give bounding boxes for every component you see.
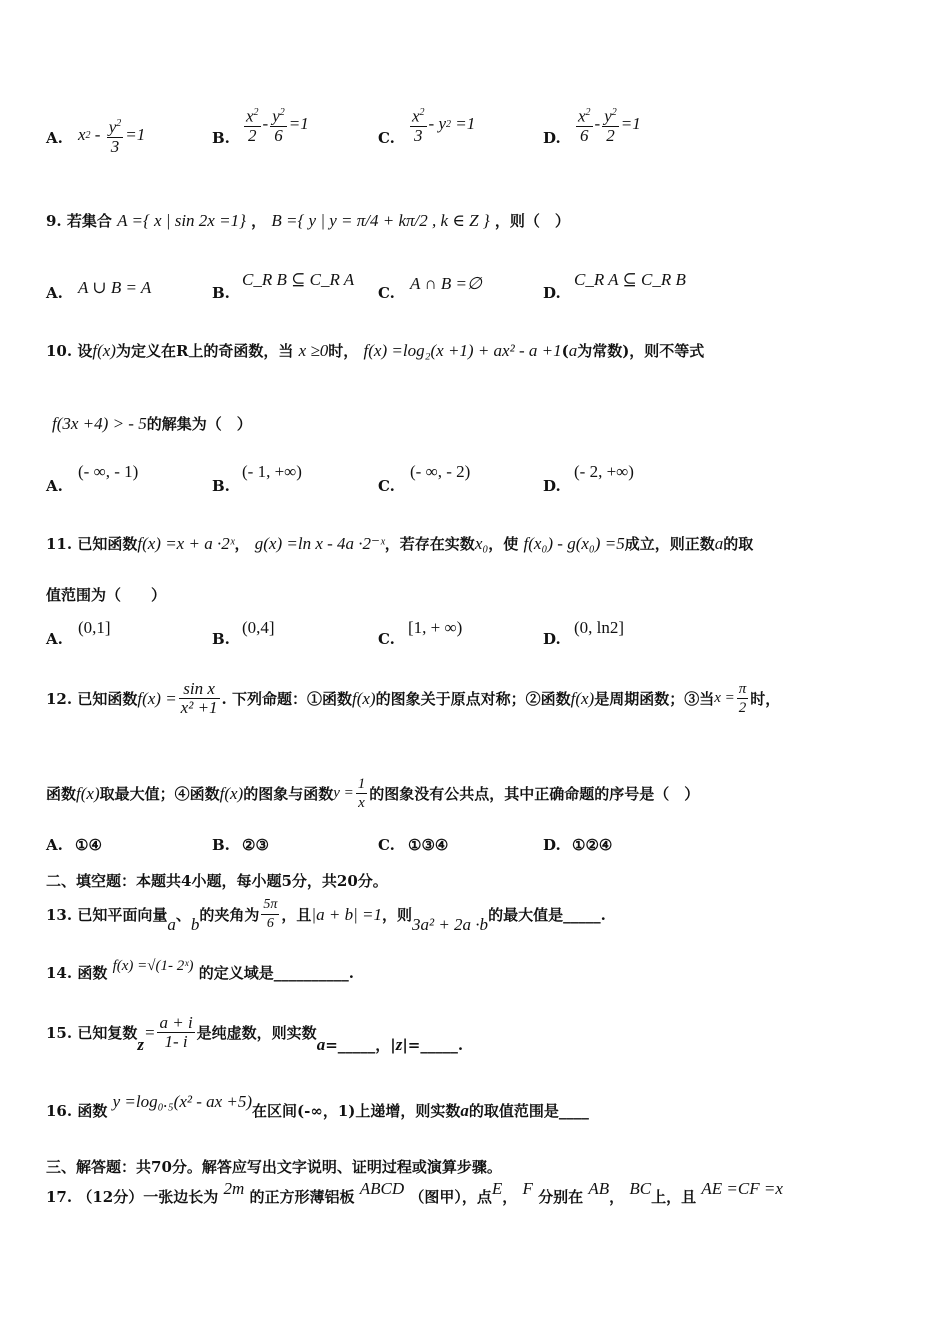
- option-label: C.: [378, 630, 395, 648]
- option-label: B.: [212, 129, 230, 147]
- option-math: [1, + ∞): [408, 618, 463, 637]
- option-math: (0, ln2]: [574, 618, 625, 637]
- option-label: B.: [212, 284, 230, 302]
- option-label: D.: [543, 129, 561, 147]
- question-11: 11. 已知函数f(x) =x + a ·2ˣ， g(x) =ln x - 4a ·2⁻ˣ，若存在实数x₀，使 f(x₀) - g(x₀) =5成立，则正数a的取: [46, 534, 754, 553]
- question-11-cont: 值范围为（ ）: [46, 586, 167, 604]
- option-label: D.: [543, 836, 561, 854]
- option-label: D.: [543, 630, 561, 648]
- fraction: $\frac{\text{sin x}}{\text{x² +1}}$: [180, 679, 218, 717]
- fraction: $\frac{1}{x}$: [357, 776, 366, 811]
- option-math: C_R B ⊆ C_R A: [242, 270, 355, 289]
- question-13: 13. 已知平面向量 a 、 b 的夹角为 $\frac{5\pi}{6}$ ，且 |a + b| =1 ，则 3a² + 2a ·b 的最大值是_____.: [46, 897, 606, 934]
- question-10-cont: f(3x +4) > - 5的解集为（ ）: [52, 414, 252, 433]
- option-math: (- 2, +∞): [574, 462, 634, 481]
- option-math: (0,1]: [78, 618, 111, 637]
- question-9: 9. 若集合 A ={ x | sin 2x =1} ， B ={ y | y = π/4 + kπ/2 , k ∈ Z } ，则（ ）: [46, 211, 570, 230]
- section-heading-fill-in: 二、填空题：本题共4小题，每小题5分，共20分。: [46, 872, 388, 890]
- option-label: A.: [46, 630, 63, 648]
- question-14: 14. 函数 f(x) =√(1- 2ˣ) 的定义域是__________.: [46, 958, 354, 982]
- option-label: A.: [46, 836, 63, 854]
- option-label: C.: [378, 284, 395, 302]
- option-label: C.: [378, 129, 395, 147]
- question-12: 12. 已知函数 f(x) = $\frac{\text{sin x}}{\text{x² +1}}$ . 下列命题：①函数 f(x) 的图象关于原点对称；②函数 f(x) 是周期函数；③当 x = $\frac{\pi}{2}$ 时，: [46, 679, 781, 717]
- question-12-cont: 函数 f(x) 取最大值；④函数 f(x) 的图象与函数 y = $\frac{1}{x}$ 的图象没有公共点，其中正确命题的序号是（ ）: [46, 776, 700, 811]
- option-math: (- ∞, - 1): [78, 462, 139, 481]
- option-math: $\frac{x^2}{6}$ - $\frac{y^2}{2}$ =1: [574, 104, 641, 145]
- option-label: A.: [46, 477, 63, 495]
- option-label: A.: [46, 129, 63, 147]
- option-label: B.: [212, 477, 230, 495]
- option-text: ①④: [75, 836, 102, 854]
- option-label: C.: [378, 477, 395, 495]
- option-text: ①②④: [572, 836, 613, 854]
- option-label: C.: [378, 836, 395, 854]
- option-label: B.: [212, 630, 230, 648]
- option-math: (- ∞, - 2): [410, 462, 471, 481]
- option-label: B.: [212, 836, 230, 854]
- fraction: $\frac{a + i}{1- i}$: [159, 1013, 193, 1051]
- fraction: $\frac{5\pi}{6}$: [263, 897, 278, 931]
- option-math: $\frac{x^2}{3}$ - y 2 =1: [408, 104, 475, 145]
- option-math: (0,4]: [242, 618, 275, 637]
- option-label: D.: [543, 477, 561, 495]
- option-text: ①③④: [408, 836, 449, 854]
- fraction: $\frac{\pi}{2}$: [738, 681, 747, 716]
- question-15: 15. 已知复数 z = $\frac{a + i}{1- i}$ 是纯虚数，则实数 a =_____，| z |=_____.: [46, 1013, 464, 1054]
- option-math: x 2 - $\frac{y^2}{3}$ =1: [78, 115, 145, 156]
- option-math: A ∪ B = A: [78, 278, 152, 297]
- question-10: 10. 设f(x)为定义在R上的奇函数，当 x ≥0时， f(x) =log₂(x +1) + ax² - a +1(a为常数)，则不等式: [46, 341, 705, 360]
- option-math: A ∩ B =∅: [410, 274, 482, 293]
- option-label: A.: [46, 284, 63, 302]
- option-text: ②③: [242, 836, 269, 854]
- option-math: C_R A ⊆ C_R B: [574, 270, 686, 289]
- section-heading-solutions: 三、解答题：共70分。解答应写出文字说明、证明过程或演算步骤。: [46, 1158, 502, 1176]
- option-math: (- 1, +∞): [242, 462, 302, 481]
- question-16: 16. 函数 y =log₀.₅(x² - ax +5)在区间(-∞，1)上递增，则实数a的取值范围是____: [46, 1092, 589, 1120]
- option-math: $\frac{x^2}{2}$ - $\frac{y^2}{6}$ =1: [242, 104, 309, 145]
- question-17: 17. （12分）一张边长为 2m 的正方形薄铝板 ABCD （图甲），点E， F 分别在 AB， BC上，且 AE =CF =x: [46, 1179, 783, 1206]
- option-label: D.: [543, 284, 561, 302]
